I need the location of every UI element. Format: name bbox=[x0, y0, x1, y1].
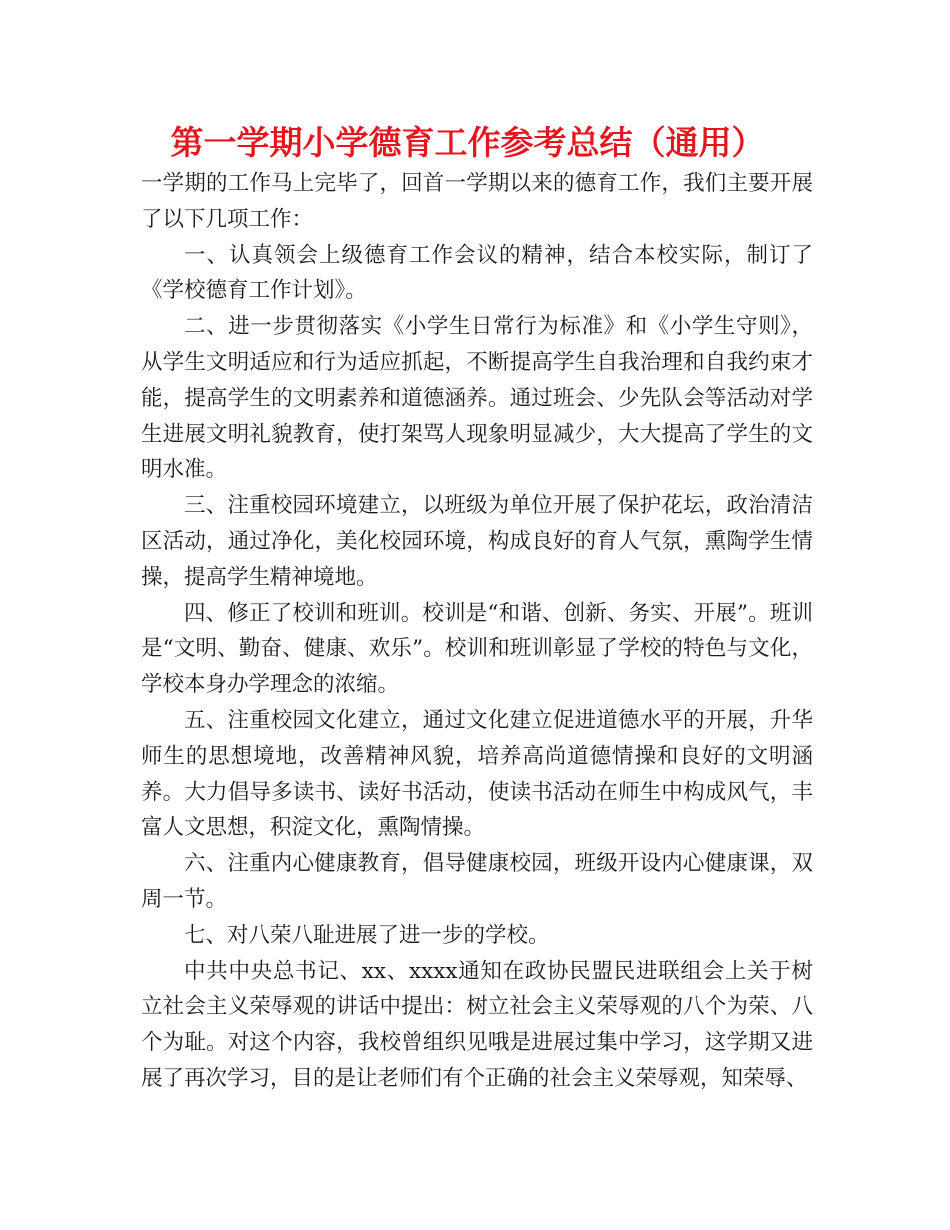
document-title: 第一学期小学德育工作参考总结（通用） bbox=[170, 123, 765, 162]
document-body bbox=[141, 166, 813, 1097]
body-paragraph: 六、注重内心健康教育，倡导健康校园，班级开设内心健康课，双周一节。 bbox=[141, 851, 813, 912]
body-paragraph: 二、进一步贯彻落实《小学生日常行为标准》和《小学生守则》，从学生文明适应和行为适应抓起，不断提高学生自我治理和自我约束才能，提高学生的文明素养和道德涵养。通过班会、少先队会等活动对学生进展文明礼貌教育，使打架骂人现象明显减少，大大提高了学生的文明水准。 bbox=[141, 314, 813, 483]
body-paragraph: 一学期的工作马上完毕了，回首一学期以来的德育工作，我们主要开展了以下几项工作： bbox=[141, 171, 813, 232]
body-paragraph: 四、修正了校训和班训。校训是“和谐、创新、务实、开展”。班训是“文明、勤奋、健康、欢乐”。校训和班训彰显了学校的特色与文化，学校本身办学理念的浓缩。 bbox=[141, 600, 813, 698]
body-paragraph: 中共中央总书记、xx、xxxx通知在政协民盟民进联组会上关于树立社会主义荣辱观的讲话中提出：树立社会主义荣辱观的八个为荣、八个为耻。对这个内容，我校曾组织见哦是进展过集中学习，这学期又进展了再次学习，目的是让老师们有个正确的社会主义荣辱观，知荣辱、 bbox=[141, 958, 813, 1091]
body-paragraph: 五、注重校园文化建立，通过文化建立促进道德水平的开展，升华师生的思想境地，改善精神风貌，培养高尚道德情操和良好的文明涵养。大力倡导多读书、读好书活动，使读书活动在师生中构成风气，丰富人文思想，积淀文化，熏陶情操。 bbox=[141, 707, 813, 841]
body-paragraph: 七、对八荣八耻进展了进一步的学校。 bbox=[184, 922, 550, 948]
body-paragraph: 一、认真领会上级德育工作会议的精神，结合本校实际，制订了《学校德育工作计划》。 bbox=[141, 242, 813, 304]
body-paragraph: 三、注重校园环境建立，以班级为单位开展了保护花坛，政治清洁区活动，通过净化，美化校园环境，构成良好的育人气氛，熏陶学生情操，提高学生精神境地。 bbox=[141, 493, 813, 590]
